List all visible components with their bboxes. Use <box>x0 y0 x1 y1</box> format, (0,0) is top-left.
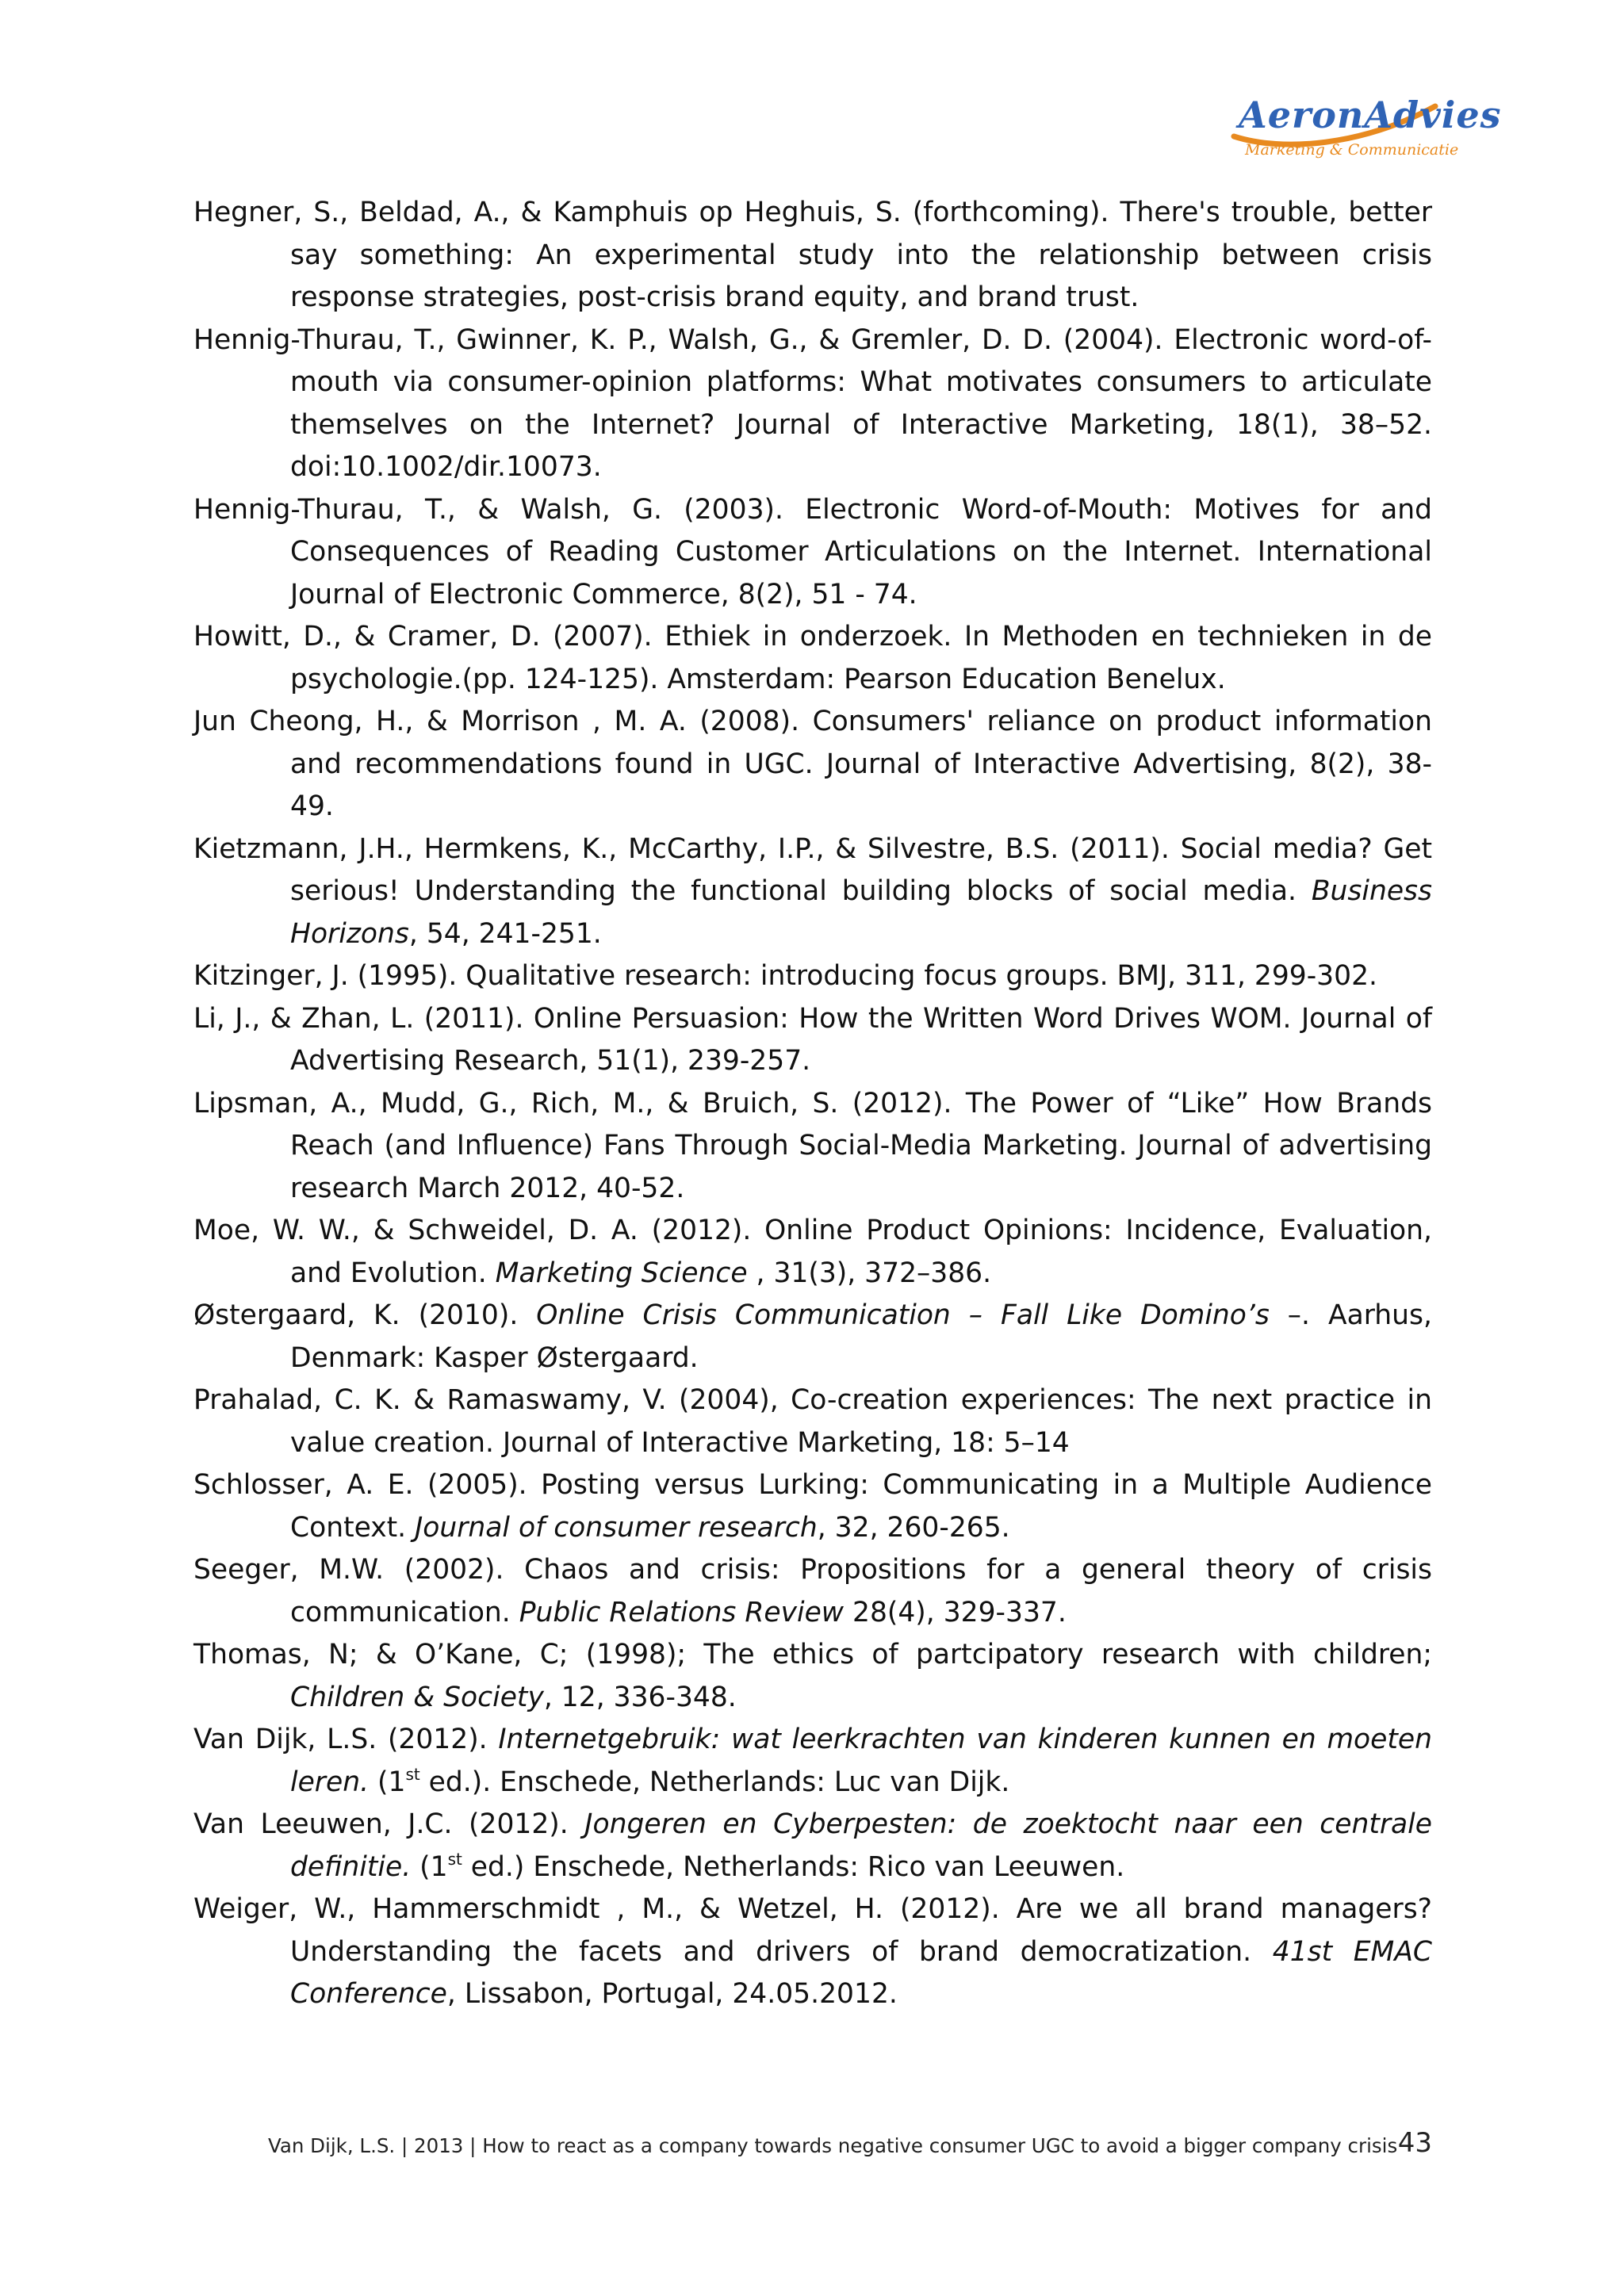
reference-text: Moe, W. W., & Schweidel, D. A. (2012). Online Product Opinions: Incidence, Evaluation, and Evolution. <box>193 1215 1432 1289</box>
reference-text: Seeger, M.W. (2002). Chaos and crisis: Propositions for a general theory of crisis communication. <box>193 1554 1432 1628</box>
reference-text: Li, J., & Zhan, L. (2011). Online Persuasion: How the Written Word Drives WOM. Journal of Advertising Research, 51(1), 239-257. <box>193 1002 1432 1077</box>
reference-entry <box>193 998 1432 1083</box>
reference-text: Hegner, S., Beldad, A., & Kamphuis op Heghuis, S. (forthcoming). There's trouble, better say something: An experimental study into the relationship between crisis response strategies, post-crisis brand equity, and brand trust. <box>193 197 1432 313</box>
page-number: 43 <box>1397 2127 1432 2159</box>
reference-entry <box>193 1083 1432 1211</box>
reference-text: Prahalad, C. K. & Ramaswamy, V. (2004), Co-creation experiences: The next practice in value creation. Journal of Interactive Marketing, 18: 5–14 <box>193 1384 1432 1459</box>
reference-entry <box>193 1464 1432 1549</box>
reference-entry <box>193 320 1432 489</box>
reference-text: Howitt, D., & Cramer, D. (2007). Ethiek in onderzoek. In Methoden en technieken in de psychologie.(pp. 124-125). Amsterdam: Pearson Education Benelux. <box>193 621 1432 695</box>
reference-text: Østergaard, K. (2010). <box>193 1299 537 1331</box>
reference-italic-text: Journal of consumer research <box>415 1511 818 1544</box>
reference-italic-text: Marketing Science <box>495 1257 748 1289</box>
reference-text: , 12, 336-348. <box>543 1681 737 1713</box>
reference-entry <box>193 701 1432 828</box>
reference-entry <box>193 1295 1432 1380</box>
reference-text: , Lissabon, Portugal, 24.05.2012. <box>446 1978 898 2010</box>
reference-entry <box>193 1380 1432 1464</box>
reference-italic-text: Internetgebruik: wat leerkrachten van kinderen kunnen en moeten leren. <box>290 1724 1432 1798</box>
reference-entry <box>193 1210 1432 1295</box>
reference-entry <box>193 1549 1432 1634</box>
reference-text: Kitzinger, J. (1995). Qualitative research: introducing focus groups. BMJ, 311, 299-302. <box>193 960 1378 992</box>
reference-text: , 32, 260-265. <box>817 1511 1010 1544</box>
reference-text: ed.). Enschede, Netherlands: Luc van Dijk. <box>419 1766 1010 1798</box>
reference-entry <box>193 616 1432 701</box>
reference-entry <box>193 1804 1432 1888</box>
reference-text: Weiger, W., Hammerschmidt , M., & Wetzel, H. (2012). Are we all brand managers? Understanding the facets and drivers of brand democratization. <box>193 1893 1432 1968</box>
reference-entry <box>193 955 1432 998</box>
reference-text: (1 <box>369 1766 406 1798</box>
reference-text: Hennig-Thurau, T., Gwinner, K. P., Walsh, G., & Gremler, D. D. (2004). Electronic word-of-mouth via consumer-opinion platforms: What motivates consumers to articulate themselves on the Internet? Journal of Interactive Marketing, 18(1), 38–52. doi:10.1002/dir.10073. <box>193 323 1432 483</box>
logo-wordmark: AeronAdvies <box>1239 94 1502 136</box>
reference-list <box>193 192 1432 2016</box>
reference-text: Van Dijk, L.S. (2012). <box>193 1724 499 1755</box>
reference-entry <box>193 489 1432 617</box>
reference-entry <box>193 1719 1432 1804</box>
reference-text: , 31(3), 372–386. <box>747 1257 992 1289</box>
reference-italic-text: Children & Society <box>290 1681 544 1713</box>
logo-tagline: Marketing & Communicatie <box>1245 141 1459 159</box>
reference-italic-text: 41st EMAC Conference <box>290 1935 1433 2010</box>
reference-superscript: st <box>405 1764 420 1784</box>
reference-text: Van Leeuwen, J.C. (2012). <box>193 1808 585 1840</box>
reference-text: , 54, 241-251. <box>408 917 602 950</box>
reference-text: Kietzmann, J.H., Hermkens, K., McCarthy, I.P., & Silvestre, B.S. (2011). Social media? Get serious! Understanding the functional building blocks of social media. <box>193 832 1432 907</box>
reference-text: (1 <box>411 1850 448 1883</box>
reference-text: Thomas, N; & O’Kane, C; (1998); The ethics of partcipatory research with children; <box>193 1639 1432 1670</box>
reference-entry <box>193 192 1432 320</box>
reference-italic-text: Online Crisis Communication – Fall Like Domino’s <box>536 1299 1270 1331</box>
reference-text: –. Aarhus, Denmark: Kasper Østergaard. <box>290 1299 1432 1374</box>
reference-entry <box>193 1634 1432 1719</box>
reference-italic-text: Public Relations Review <box>519 1596 845 1628</box>
reference-italic-text: Business Horizons <box>290 875 1432 950</box>
reference-superscript: st <box>447 1849 462 1869</box>
reference-text: Lipsman, A., Mudd, G., Rich, M., & Bruich, S. (2012). The Power of “Like” How Brands Reach (and Influence) Fans Through Social-Media Marketing. Journal of advertising research March 2012, 40-52. <box>193 1087 1432 1204</box>
reference-text: Schlosser, A. E. (2005). Posting versus Lurking: Communicating in a Multiple Audience Context. <box>193 1469 1432 1544</box>
page-footer: Van Dijk, L.S. | 2013 | How to react as a company towards negative consumer UGC to avoid a bigger company crisis <box>268 2134 1398 2157</box>
aeronadvies-logo <box>1228 89 1502 168</box>
reference-text: 28(4), 329-337. <box>844 1596 1067 1628</box>
reference-text: Jun Cheong, H., & Morrison , M. A. (2008). Consumers' reliance on product information and recommendations found in UGC. Journal of Interactive Advertising, 8(2), 38-49. <box>193 706 1432 822</box>
reference-entry <box>193 828 1432 956</box>
reference-text: ed.) Enschede, Netherlands: Rico van Leeuwen. <box>462 1850 1125 1883</box>
reference-italic-text: Jongeren en Cyberpesten: de zoektocht naar een centrale definitie. <box>290 1808 1432 1883</box>
reference-entry <box>193 1888 1432 2016</box>
reference-text: Hennig-Thurau, T., & Walsh, G. (2003). Electronic Word-of-Mouth: Motives for and Consequences of Reading Customer Articulations on the Internet. International Journal of Electronic Commerce, 8(2), 51 - 74. <box>193 493 1432 610</box>
